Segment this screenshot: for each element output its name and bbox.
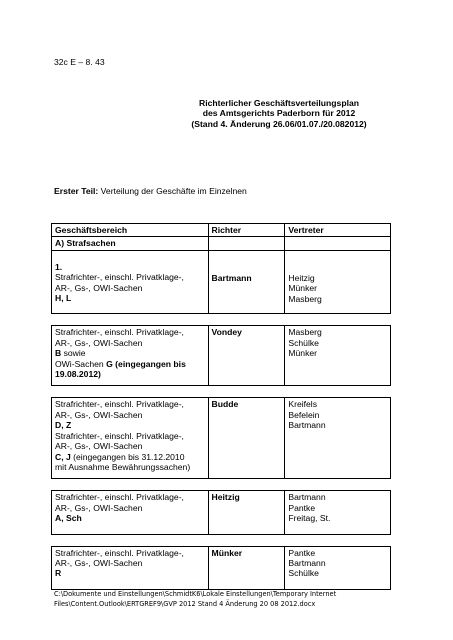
area-text-tail: (eingegangen bis 31.12.2010 [70, 451, 185, 462]
row-spacer [52, 534, 391, 546]
part-heading [54, 186, 247, 196]
area-text: OWi-Sachen [55, 358, 107, 369]
deputy-name: Kreifels [288, 399, 318, 410]
area-line [55, 462, 205, 472]
area-cell [52, 250, 209, 314]
row-spacer [52, 386, 391, 398]
area-line [55, 513, 205, 523]
table-row [52, 326, 391, 386]
area-text: Strafrichter-, einschl. Privatklage-, [55, 272, 184, 283]
spacer-cell [52, 386, 209, 398]
deputy-name: Münker [288, 283, 318, 294]
area-text: 1. [55, 261, 63, 272]
section-row [52, 237, 391, 250]
table-row [52, 398, 391, 479]
area-text: Strafrichter-, einschl. Privatklage-, [55, 399, 184, 410]
area-cell [52, 491, 209, 534]
area-text: Strafrichter-, einschl. Privatklage-, [55, 430, 184, 441]
area-text: AR-, Gs-, OWI-Sachen [55, 409, 143, 420]
area-text: AR-, Gs-, OWI-Sachen [55, 502, 143, 513]
area-text: Strafrichter-, einschl. Privatklage-, [55, 492, 184, 503]
spacer-cell [208, 479, 285, 491]
title-line: des Amtsgerichts Paderborn für 2012 [202, 108, 356, 119]
area-line [55, 410, 205, 420]
empty-cell [285, 237, 391, 250]
area-text: AR-, Gs-, OWI-Sachen [55, 337, 143, 348]
area-text-bold-tail: G (eingegangen bis [106, 358, 186, 369]
area-text: mit Ausnahme Bewährungssachen) [55, 461, 191, 472]
area-line [55, 359, 205, 369]
empty-cell [208, 237, 285, 250]
deputy-cell [285, 326, 391, 386]
area-cell [52, 398, 209, 479]
deputy-name: Schülke [288, 568, 319, 579]
judge-cell: Heitzig [208, 491, 285, 534]
area-text: AR-, Gs-, OWI-Sachen [55, 282, 143, 293]
deputy-name: Pantke [288, 502, 316, 513]
spacer-cell [285, 314, 391, 326]
title-line: (Stand 4. Änderung 26.06/01.07./20.082012) [191, 118, 367, 129]
area-line [55, 399, 205, 409]
area-text: D, Z [55, 420, 72, 431]
row-spacer [52, 479, 391, 491]
title-line: Richterlicher Geschäftsverteilungsplan [199, 98, 359, 108]
judge-cell: Münker [208, 546, 285, 589]
spacer-cell [52, 479, 209, 491]
spacer-cell [52, 314, 209, 326]
area-line [55, 452, 205, 462]
area-text: 19.08.2012) [55, 369, 101, 380]
table-row [52, 250, 391, 314]
header-cell-deputy: Vertreter [285, 224, 391, 237]
spacer-cell [285, 534, 391, 546]
file-path-footer [54, 589, 384, 609]
area-cell [52, 546, 209, 589]
area-text: R [55, 568, 62, 579]
spacer-cell [208, 314, 285, 326]
area-line [55, 272, 205, 282]
deputy-cell [285, 546, 391, 589]
area-line [55, 348, 205, 358]
area-line [55, 441, 205, 451]
judge-cell: Vondey [208, 326, 285, 386]
area-line [55, 420, 205, 430]
deputy-name: Heitzig [288, 272, 315, 283]
header-cell-area: Geschäftsbereich [52, 224, 209, 237]
area-line [55, 558, 205, 568]
deputy-cell [285, 250, 391, 314]
row-spacer [52, 314, 391, 326]
deputy-name: Befelein [288, 409, 320, 420]
deputy-name: Schülke [288, 337, 319, 348]
section-cell: A) Strafsachen [52, 237, 209, 250]
spacer-cell [208, 534, 285, 546]
deputy-cell [285, 398, 391, 479]
area-line [55, 262, 205, 272]
area-line [55, 503, 205, 513]
table-row [52, 546, 391, 589]
spacer-cell [285, 386, 391, 398]
area-cell [52, 326, 209, 386]
deputy-name: Freitag, St. [288, 513, 331, 524]
area-text: A, Sch [55, 513, 82, 524]
deputy-name: Masberg [288, 327, 322, 338]
footer-line: Files\Content.Outlook\ERTGREF9\GVP 2012 Stand 4 Änderung 20 08 2012.docx [54, 600, 316, 608]
area-line [55, 431, 205, 441]
area-text-tail: sowie [61, 348, 86, 359]
deputy-name: Münker [288, 348, 318, 359]
area-text: Strafrichter-, einschl. Privatklage-, [55, 327, 184, 338]
area-text: H, L [55, 293, 72, 304]
area-line [55, 369, 205, 379]
spacer-cell [52, 534, 209, 546]
footer-line: C:\Dokumente und Einstellungen\SchmidtK6\Lokale Einstellungen\Temporary Internet [54, 590, 337, 598]
deputy-name: Bartmann [288, 420, 326, 431]
header-cell-judge: Richter [208, 224, 285, 237]
spacer-cell [208, 386, 285, 398]
table-row [52, 491, 391, 534]
judge-cell: Bartmann [208, 250, 285, 314]
blank-line [55, 252, 205, 262]
deputy-name: Masberg [288, 293, 322, 304]
area-text: B [55, 348, 62, 359]
area-line [55, 492, 205, 502]
part-text: Verteilung der Geschäfte im Einzelnen [98, 186, 247, 196]
deputy-cell [285, 491, 391, 534]
deputy-name: Bartmann [288, 492, 326, 503]
allocation-table [51, 223, 391, 590]
table-header-row [52, 224, 391, 237]
area-text: AR-, Gs-, OWI-Sachen [55, 441, 143, 452]
spacer-cell [285, 479, 391, 491]
area-line [55, 338, 205, 348]
area-line [55, 293, 205, 303]
judge-cell: Budde [208, 398, 285, 479]
area-text: AR-, Gs-, OWI-Sachen [55, 557, 143, 568]
area-line [55, 327, 205, 337]
area-line [55, 283, 205, 293]
area-text: Strafrichter-, einschl. Privatklage-, [55, 547, 184, 558]
area-line [55, 548, 205, 558]
area-text: C, J [55, 451, 71, 462]
deputy-name: Bartmann [288, 557, 326, 568]
document-reference: 32c E – 8. 43 [54, 57, 105, 67]
deputy-name: Pantke [288, 547, 316, 558]
part-label: Erster Teil: [54, 186, 99, 196]
area-line [55, 568, 205, 578]
document-title [0, 98, 453, 129]
